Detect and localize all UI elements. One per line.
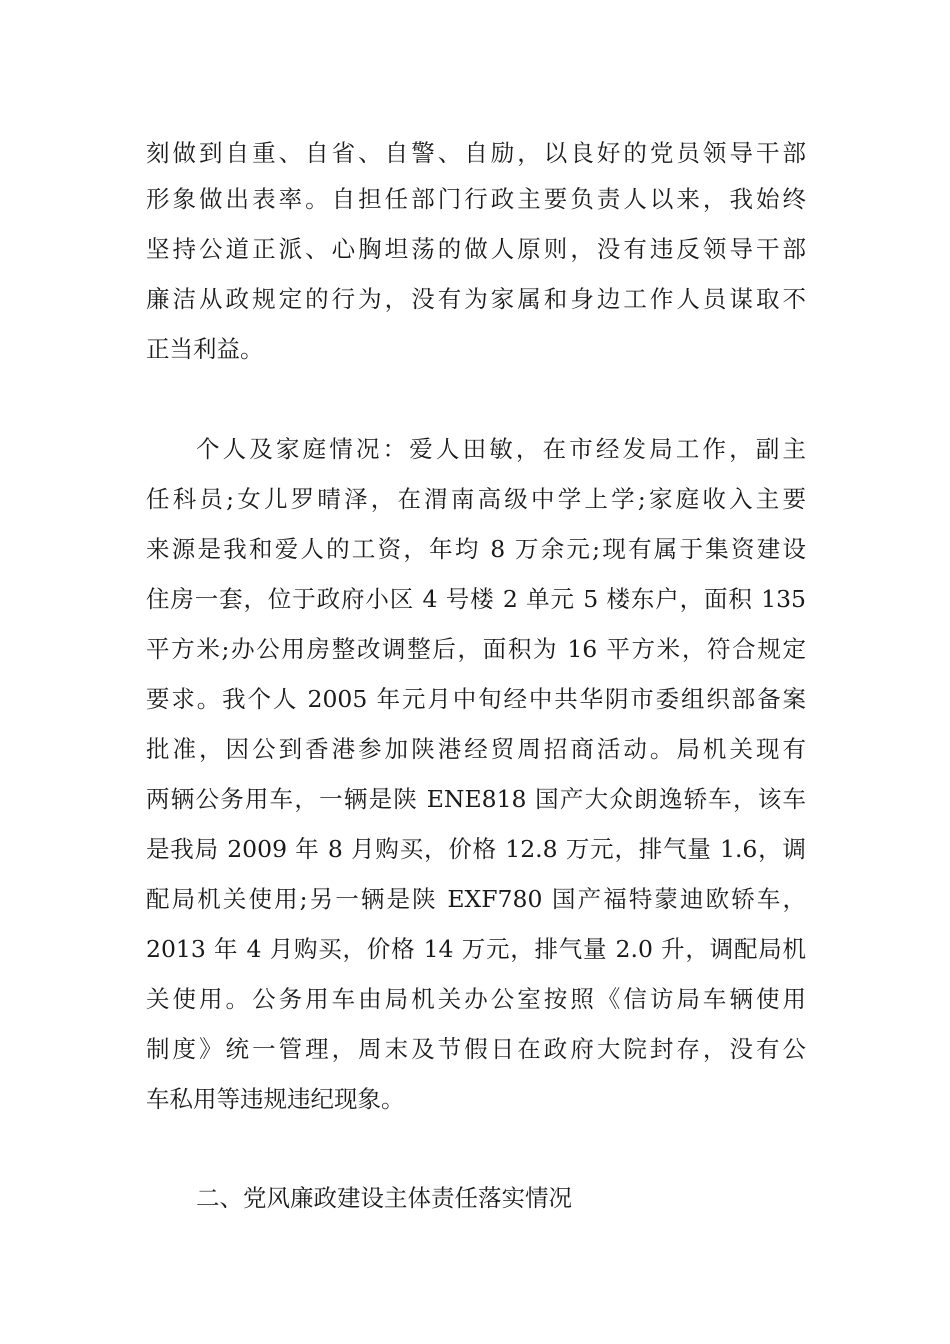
paragraph-2-line-3: 来源是我和爱人的工资，年均 8 万余元;现有属于集资建设 <box>146 535 806 563</box>
paragraph-1-line-1: 刻做到自重、自省、自警、自励，以良好的党员领导干部 <box>146 139 806 167</box>
paragraph-2-line-10: 配局机关使用;另一辆是陕 EXF780 国产福特蒙迪欧轿车， <box>146 885 806 913</box>
paragraph-1-line-5: 正当利益。 <box>146 335 264 363</box>
paragraph-1-line-3: 坚持公道正派、心胸坦荡的做人原则，没有违反领导干部 <box>146 235 806 263</box>
paragraph-2-line-5: 平方米;办公用房整改调整后，面积为 16 平方米，符合规定 <box>146 635 806 663</box>
paragraph-2-line-12: 关使用。公务用车由局机关办公室按照《信访局车辆使用 <box>146 985 806 1013</box>
paragraph-1-line-2: 形象做出表率。自担任部门行政主要负责人以来，我始终 <box>146 185 806 213</box>
paragraph-2-line-4: 住房一套，位于政府小区 4 号楼 2 单元 5 楼东户，面积 135 <box>146 585 806 613</box>
paragraph-2-line-2: 任科员;女儿罗晴泽，在渭南高级中学上学;家庭收入主要 <box>146 485 806 513</box>
paragraph-2-line-6: 要求。我个人 2005 年元月中旬经中共华阴市委组织部备案 <box>146 685 806 713</box>
paragraph-2-line-8: 两辆公务用车，一辆是陕 ENE818 国产大众朗逸轿车，该车 <box>146 785 806 813</box>
paragraph-1-line-4: 廉洁从政规定的行为，没有为家属和身边工作人员谋取不 <box>146 285 806 313</box>
paragraph-2-line-13: 制度》统一管理，周末及节假日在政府大院封存，没有公 <box>146 1035 806 1063</box>
paragraph-2-line-11: 2013 年 4 月购买，价格 14 万元，排气量 2.0 升，调配局机 <box>146 935 806 963</box>
paragraph-2-line-1: 个人及家庭情况：爱人田敏，在市经发局工作，副主 <box>196 435 806 463</box>
paragraph-2-line-14: 车私用等违规违纪现象。 <box>146 1085 405 1113</box>
paragraph-2-line-9: 是我局 2009 年 8 月购买，价格 12.8 万元，排气量 1.6，调 <box>146 835 806 863</box>
section-heading: 二、党风廉政建设主体责任落实情况 <box>196 1184 572 1212</box>
paragraph-2-line-7: 批准，因公到香港参加陕港经贸周招商活动。局机关现有 <box>146 735 806 763</box>
